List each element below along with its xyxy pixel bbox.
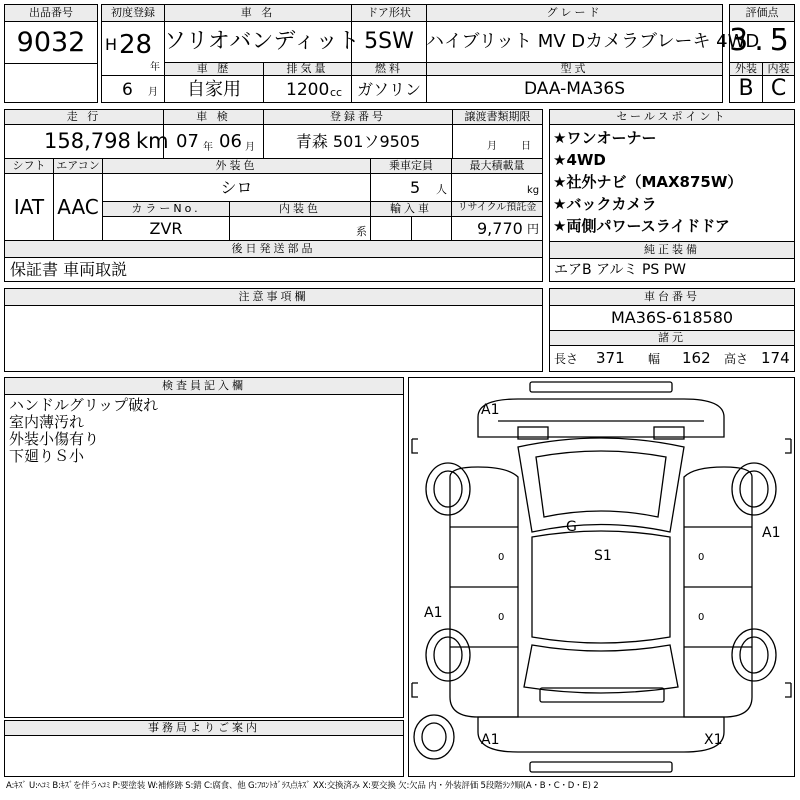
import-box-a bbox=[370, 216, 412, 241]
car-diagram bbox=[408, 377, 795, 777]
mileage: 158,798 bbox=[44, 129, 131, 153]
height-label: 高さ bbox=[724, 352, 749, 366]
legend: A:ｷｽﾞ U:ﾍｺﾐ B:ｷｽﾞを伴うﾍｺﾐ P:要塗装 W:補修跡 S:錆 C:腐食、他 G:ﾌﾛﾝﾄｶﾞﾗｽ点ｷｽﾞ XX:交換済み X:要交換 欠:欠品 内・外装評価 5段階ﾗﾝｸ順(A・B・C・D・E) 2 bbox=[6, 781, 599, 791]
recycle-label: リサイクル預託金 bbox=[457, 202, 537, 213]
mark-roof-s1: S1 bbox=[594, 548, 612, 564]
import-box-b bbox=[411, 216, 452, 241]
int-grade-label: 内装 bbox=[767, 62, 790, 75]
equipment-label: 純正装備 bbox=[644, 243, 700, 256]
mark-roof-g: G bbox=[566, 519, 577, 535]
width: 162 bbox=[682, 349, 711, 367]
car-name-label: 車 名 bbox=[240, 6, 276, 19]
inspector-line-4: 下廻りＳ小 bbox=[9, 447, 85, 465]
door-type: 5SW bbox=[364, 29, 414, 54]
score-label: 評価点 bbox=[745, 6, 779, 19]
transfer-day-unit: 日 bbox=[521, 141, 531, 152]
plate: 青森 501ソ9505 bbox=[295, 132, 421, 151]
capacity: 5 bbox=[410, 178, 421, 197]
equipment: エアB アルミ PS PW bbox=[554, 262, 687, 278]
capacity-unit: 人 bbox=[436, 183, 447, 196]
inspector-label: 検査員記入欄 bbox=[162, 379, 246, 392]
ext-color-label: 外装色 bbox=[215, 159, 258, 172]
ext-grade-label: 外装 bbox=[735, 62, 757, 75]
displacement-unit: cc bbox=[330, 86, 343, 99]
fuel: ガソリン bbox=[356, 80, 421, 99]
first-reg-month: 6 bbox=[122, 80, 133, 100]
history-label: 車 歴 bbox=[196, 62, 232, 75]
recycle: 9,770 bbox=[477, 219, 523, 238]
mark-zero-4: 0 bbox=[698, 612, 705, 623]
model-label: 型式 bbox=[560, 62, 589, 75]
mark-left-a1: A1 bbox=[424, 605, 443, 621]
inspection-month: 06 bbox=[219, 131, 242, 152]
year-unit: 年 bbox=[150, 62, 160, 73]
inspection-year: 07 bbox=[176, 131, 199, 152]
office-label: 事務局よりご案内 bbox=[148, 721, 260, 734]
rear-bumper-part bbox=[540, 688, 664, 702]
length: 371 bbox=[596, 349, 625, 367]
sales-point-4: ★バックカメラ bbox=[553, 195, 657, 213]
mark-zero-2: 0 bbox=[498, 612, 505, 623]
right-body bbox=[684, 467, 752, 717]
left-body bbox=[450, 467, 518, 717]
recycle-unit: 円 bbox=[527, 222, 540, 236]
sales-point-3: ★社外ナビ（MAX875W） bbox=[553, 173, 743, 191]
first-reg-year: 28 bbox=[119, 30, 153, 60]
height: 174 bbox=[761, 349, 790, 367]
era-letter: H bbox=[105, 35, 118, 54]
transfer-label: 譲渡書類期限 bbox=[464, 110, 531, 123]
color-no: ZVR bbox=[149, 219, 183, 238]
rear-bumper-outline bbox=[478, 717, 724, 752]
mark-front-a1: A1 bbox=[481, 402, 500, 418]
fuel-label: 燃料 bbox=[375, 62, 403, 75]
displacement-label: 排気量 bbox=[286, 62, 329, 75]
mark-rear-a1: A1 bbox=[481, 732, 500, 748]
mileage-label: 走 行 bbox=[66, 110, 102, 123]
lot-label: 出品番号 bbox=[29, 6, 73, 19]
lot-extra-box bbox=[4, 63, 98, 103]
int-color-box bbox=[229, 216, 371, 241]
inspection-year-unit: 年 bbox=[203, 142, 213, 153]
ext-grade: B bbox=[738, 76, 754, 101]
front-bumper-outline bbox=[478, 399, 724, 437]
int-color-unit: 系 bbox=[356, 225, 367, 238]
sales-points-label: セールスポイント bbox=[616, 110, 728, 123]
chassis-number: MA36S-618580 bbox=[610, 308, 734, 327]
color-no-label: カラーNo. bbox=[131, 202, 201, 215]
inspection-label: 車 検 bbox=[196, 110, 231, 123]
inspection-month-unit: 月 bbox=[245, 142, 255, 153]
grade-label: グレード bbox=[546, 6, 603, 19]
sales-point-1: ★ワンオーナー bbox=[553, 129, 657, 147]
plate-label: 登録番号 bbox=[330, 110, 386, 123]
shift-label: シフト bbox=[12, 159, 46, 172]
car-name: ソリオバンディット bbox=[164, 29, 360, 54]
lot-number: 9032 bbox=[16, 27, 86, 58]
inspector-line-1: ハンドルグリップ破れ bbox=[9, 396, 159, 414]
chassis-label: 車台番号 bbox=[644, 290, 700, 303]
load-unit: kg bbox=[527, 185, 540, 196]
import-label: 輸入車 bbox=[390, 202, 432, 215]
mark-rear-x1: X1 bbox=[704, 732, 723, 748]
rear-window bbox=[524, 645, 678, 693]
office-box bbox=[4, 735, 404, 777]
width-label: 幅 bbox=[648, 352, 661, 366]
shift: IAT bbox=[13, 195, 45, 219]
transfer-month-unit: 月 bbox=[487, 141, 497, 152]
history: 自家用 bbox=[187, 79, 241, 100]
inspector-line-3: 外装小傷有り bbox=[9, 430, 100, 448]
month-unit: 月 bbox=[148, 87, 158, 98]
notes-label: 注意事項欄 bbox=[238, 290, 309, 303]
length-label: 長さ bbox=[554, 352, 579, 366]
displacement: 1200 bbox=[286, 80, 330, 100]
mark-zero-1: 0 bbox=[498, 552, 505, 563]
mark-zero-3: 0 bbox=[698, 552, 705, 563]
windshield bbox=[518, 438, 684, 532]
sales-point-5: ★両側パワースライドドア bbox=[553, 217, 730, 235]
later-parts-label: 後日発送部品 bbox=[231, 242, 316, 255]
int-color-label: 内装色 bbox=[279, 202, 321, 215]
door-label: ドア形状 bbox=[367, 6, 411, 19]
inspector-line-2: 室内薄汚れ bbox=[9, 413, 85, 431]
notes-box bbox=[4, 305, 543, 372]
spec-label: 諸元 bbox=[658, 331, 686, 344]
model: DAA-MA36S bbox=[523, 79, 625, 99]
capacity-label: 乗車定員 bbox=[389, 159, 433, 172]
mark-right-a1: A1 bbox=[762, 525, 781, 541]
spec-box bbox=[549, 345, 795, 372]
ext-color: シロ bbox=[220, 178, 253, 197]
ac-label: エアコン bbox=[56, 159, 100, 172]
first-reg-label: 初度登録 bbox=[111, 6, 155, 19]
int-grade: C bbox=[770, 76, 787, 101]
later-parts: 保証書 車両取説 bbox=[10, 260, 128, 279]
score: 3.5 bbox=[729, 23, 795, 58]
grade: ハイブリット MV Dカメラブレーキ 4WD bbox=[426, 31, 760, 52]
spare-wheel bbox=[414, 715, 454, 759]
ac: AAC bbox=[57, 195, 99, 219]
front-bumper-part bbox=[530, 382, 672, 392]
sales-point-2: ★4WD bbox=[553, 151, 606, 169]
load-label: 最大積載量 bbox=[469, 159, 525, 172]
mileage-unit: km bbox=[136, 129, 169, 153]
